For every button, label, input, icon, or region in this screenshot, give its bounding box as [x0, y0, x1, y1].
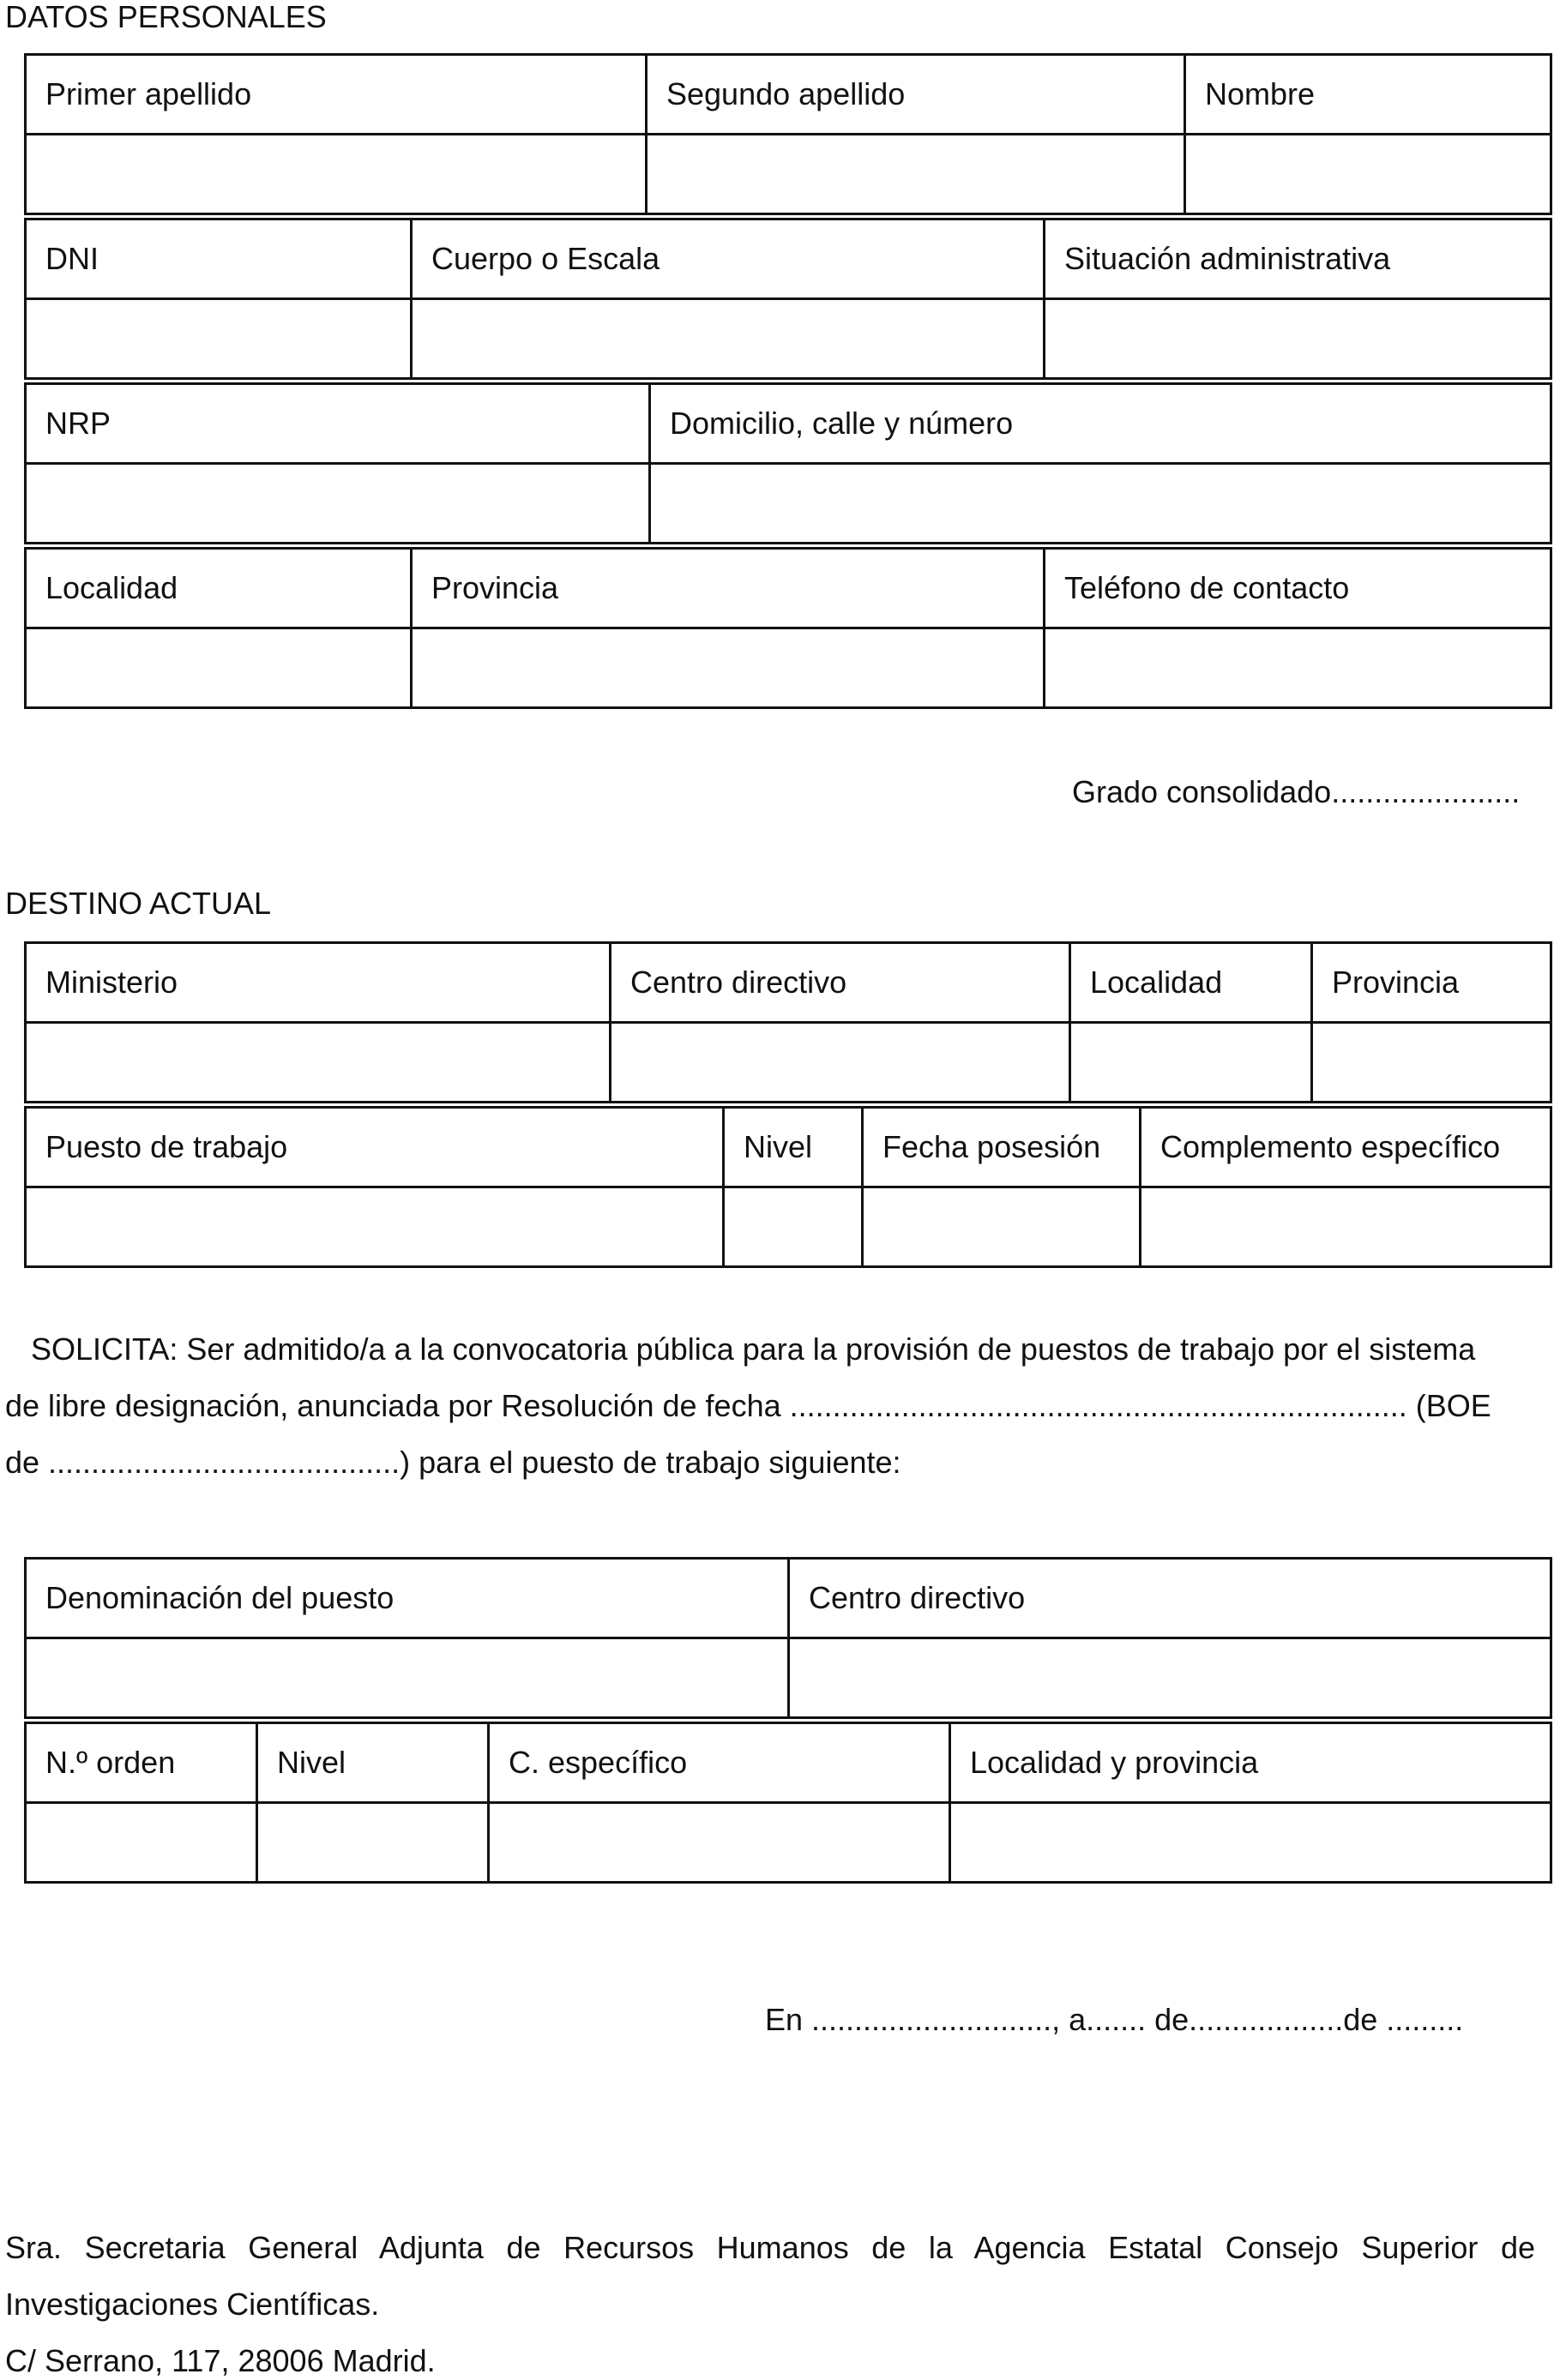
field-nrp[interactable]: [26, 464, 650, 544]
field-localidad[interactable]: [26, 628, 412, 708]
addressee-line-1: Sra. Secretaria General Adjunta de Recursos Humanos de la Agencia Estatal Consejo Superior de: [5, 2230, 1535, 2265]
field-destino-localidad[interactable]: [1070, 1023, 1312, 1103]
field-primer-apellido[interactable]: [26, 135, 647, 214]
solicita-line-2: de libre designación, anunciada por Resolución de fecha ........................................................................ (BOE: [5, 1388, 1491, 1423]
label-localidad: Localidad: [26, 549, 412, 628]
field-numero-orden[interactable]: [26, 1803, 257, 1883]
label-numero-orden: N.º orden: [26, 1723, 257, 1803]
label-dni: DNI: [26, 219, 412, 299]
field-provincia[interactable]: [412, 628, 1045, 708]
label-nombre: Nombre: [1185, 55, 1551, 135]
field-c-especifico[interactable]: [489, 1803, 950, 1883]
label-nivel: Nivel: [724, 1108, 863, 1187]
label-telefono: Teléfono de contacto: [1045, 549, 1551, 628]
field-puesto-centro-directivo[interactable]: [789, 1638, 1551, 1718]
label-localidad-provincia: Localidad y provincia: [950, 1723, 1551, 1803]
field-nombre[interactable]: [1185, 135, 1551, 214]
field-localidad-provincia[interactable]: [950, 1803, 1551, 1883]
personal-data-table-row3: [24, 382, 1552, 544]
grado-consolidado: Grado consolidado......................: [1072, 774, 1521, 809]
field-destino-provincia[interactable]: [1312, 1023, 1551, 1103]
label-destino-provincia: Provincia: [1312, 943, 1551, 1023]
section-title-destino-actual: DESTINO ACTUAL: [5, 886, 272, 921]
personal-data-table-row1: [24, 53, 1552, 215]
label-c-especifico: C. específico: [489, 1723, 950, 1803]
label-primer-apellido: Primer apellido: [26, 55, 647, 135]
label-nrp: NRP: [26, 384, 650, 464]
label-destino-localidad: Localidad: [1070, 943, 1312, 1023]
solicita-line-1: SOLICITA: Ser admitido/a a la convocatoria pública para la provisión de puestos de trabajo por el sistema: [31, 1331, 1476, 1367]
puesto-table-row2: [24, 1722, 1552, 1884]
label-denominacion-puesto: Denominación del puesto: [26, 1559, 789, 1638]
place-date-line: En ............................, a....... de..................de .........: [765, 2002, 1464, 2037]
label-puesto-centro-directivo: Centro directivo: [789, 1559, 1551, 1638]
label-puesto-trabajo: Puesto de trabajo: [26, 1108, 724, 1187]
personal-data-table-row2: [24, 218, 1552, 380]
field-denominacion-puesto[interactable]: [26, 1638, 789, 1718]
addressee-line-3: C/ Serrano, 117, 28006 Madrid.: [5, 2343, 436, 2378]
field-centro-directivo[interactable]: [611, 1023, 1070, 1103]
label-cuerpo-escala: Cuerpo o Escala: [412, 219, 1045, 299]
solicita-line-3: de .........................................) para el puesto de trabajo siguiente:: [5, 1445, 901, 1480]
label-puesto-nivel: Nivel: [257, 1723, 489, 1803]
label-fecha-posesion: Fecha posesión: [863, 1108, 1141, 1187]
field-segundo-apellido[interactable]: [647, 135, 1185, 214]
field-dni[interactable]: [26, 299, 412, 379]
label-provincia: Provincia: [412, 549, 1045, 628]
label-complemento-especifico: Complemento específico: [1141, 1108, 1551, 1187]
section-title-datos-personales: DATOS PERSONALES: [5, 0, 327, 34]
field-nivel[interactable]: [724, 1187, 863, 1267]
label-centro-directivo: Centro directivo: [611, 943, 1070, 1023]
field-ministerio[interactable]: [26, 1023, 611, 1103]
label-situacion-administrativa: Situación administrativa: [1045, 219, 1551, 299]
label-ministerio: Ministerio: [26, 943, 611, 1023]
field-situacion-administrativa[interactable]: [1045, 299, 1551, 379]
label-domicilio: Domicilio, calle y número: [650, 384, 1551, 464]
field-telefono[interactable]: [1045, 628, 1551, 708]
field-cuerpo-escala[interactable]: [412, 299, 1045, 379]
label-segundo-apellido: Segundo apellido: [647, 55, 1185, 135]
destino-table-row1: [24, 941, 1552, 1103]
destino-table-row2: [24, 1106, 1552, 1268]
addressee-line-2: Investigaciones Científicas.: [5, 2287, 380, 2322]
field-domicilio[interactable]: [650, 464, 1551, 544]
puesto-table-row1: [24, 1557, 1552, 1719]
personal-data-table-row4: [24, 547, 1552, 709]
field-puesto-nivel[interactable]: [257, 1803, 489, 1883]
field-puesto-trabajo[interactable]: [26, 1187, 724, 1267]
field-fecha-posesion[interactable]: [863, 1187, 1141, 1267]
field-complemento-especifico[interactable]: [1141, 1187, 1551, 1267]
